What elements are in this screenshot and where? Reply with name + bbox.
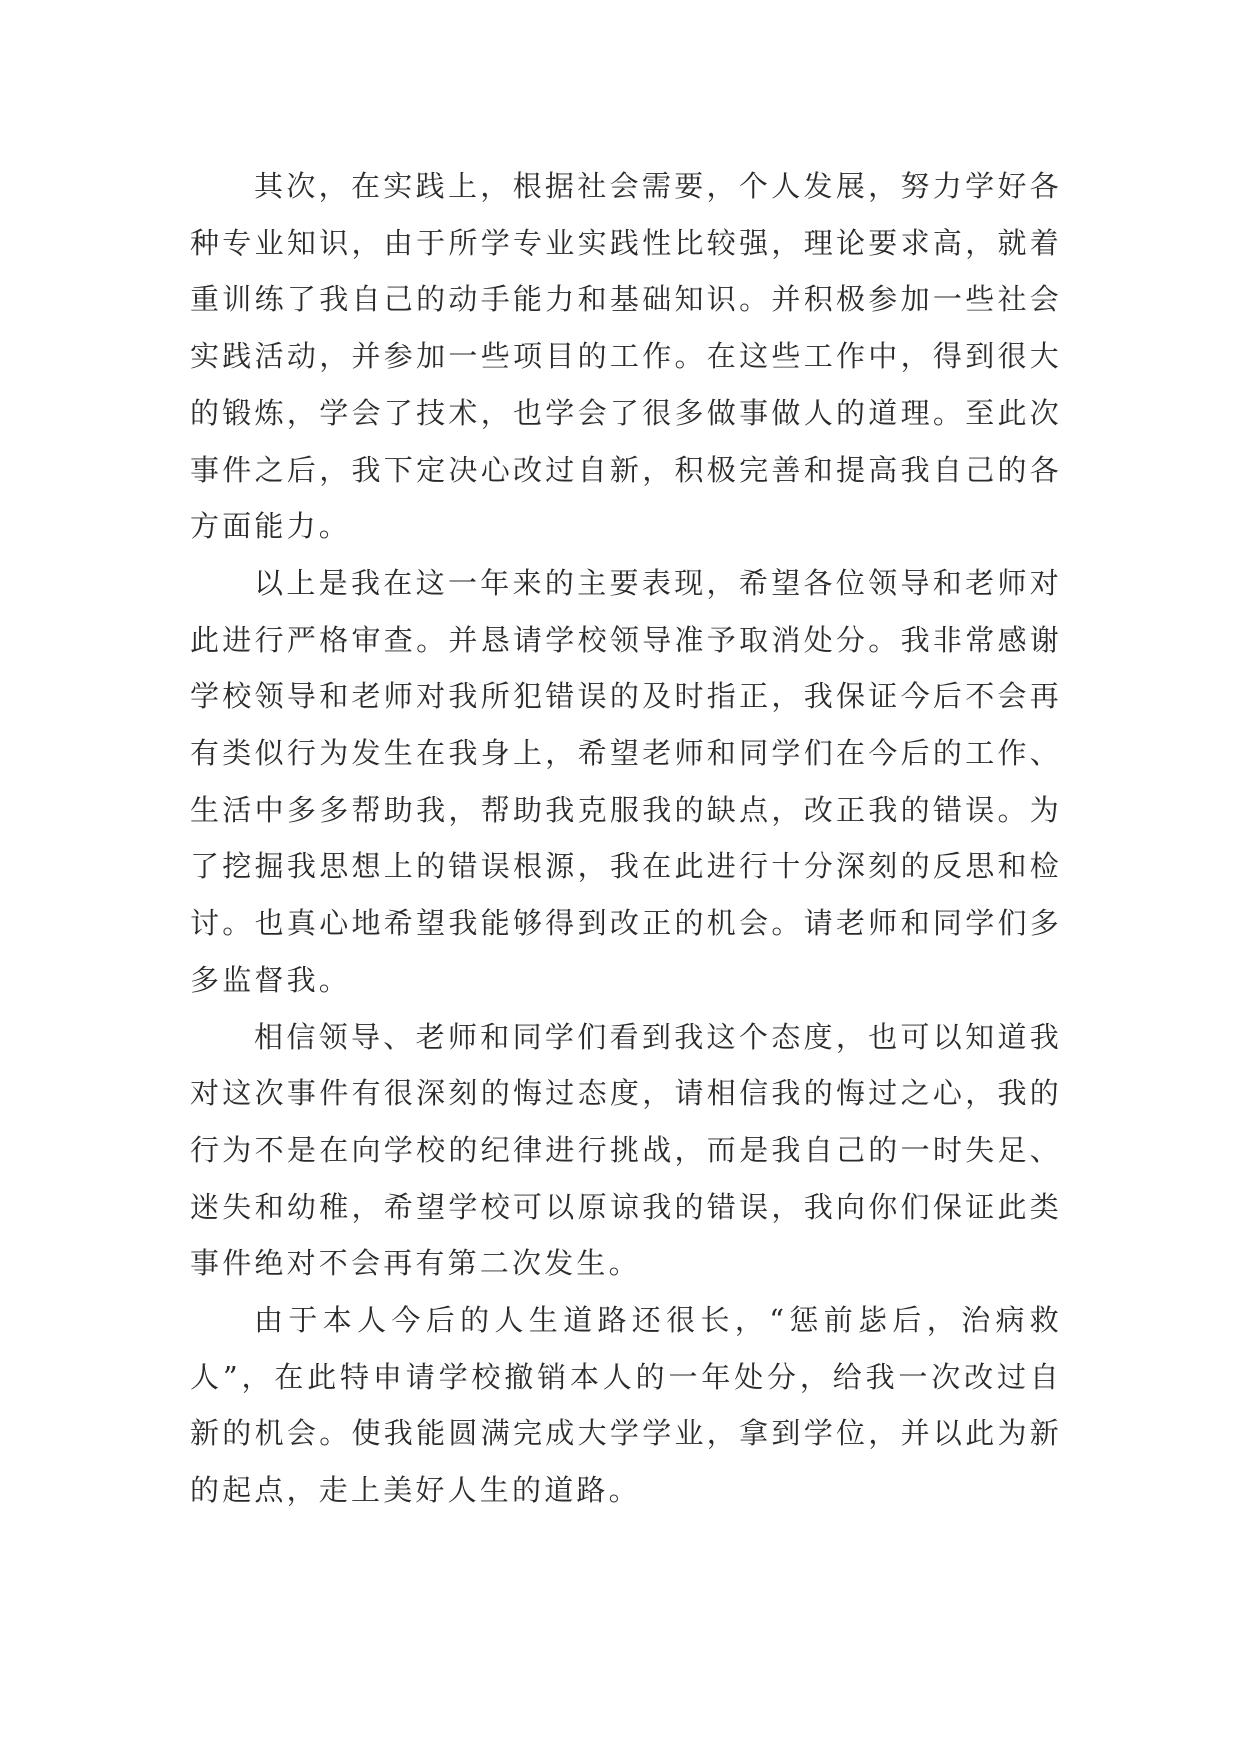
- paragraph-request: 由于本人今后的人生道路还很长，“惩前毖后，治病救人”，在此特申请学校撤销本人的一年处分，给我一次改过自新的机会。使我能圆满完成大学学业，拿到学位，并以此为新的起点，走上美好人生的道路。: [190, 1303, 1062, 1508]
- document-body: [190, 158, 1062, 1519]
- paragraph-performance-review: 以上是我在这一年来的主要表现，希望各位领导和老师对此进行严格审查。并恳请学校领导准予取消处分。我非常感谢学校领导和老师对我所犯错误的及时指正，我保证今后不会再有类似行为发生在我身上，希望老师和同学们在今后的工作、生活中多多帮助我，帮助我克服我的缺点，改正我的错误。为了挖掘我思想上的错误根源，我在此进行十分深刻的反思和检讨。也真心地希望我能够得到改正的机会。请老师和同学们多多监督我。: [190, 565, 1062, 997]
- paragraph-repentance: 相信领导、老师和同学们看到我这个态度，也可以知道我对这次事件有很深刻的悔过态度，请相信我的悔过之心，我的行为不是在向学校的纪律进行挑战，而是我自己的一时失足、迷失和幼稚，希望学校可以原谅我的错误，我向你们保证此类事件绝对不会再有第二次发生。: [190, 1019, 1062, 1281]
- paragraph-practice: 其次，在实践上，根据社会需要，个人发展，努力学好各种专业知识，由于所学专业实践性比较强，理论要求高，就着重训练了我自己的动手能力和基础知识。并积极参加一些社会实践活动，并参加一些项目的工作。在这些工作中，得到很大的锻炼，学会了技术，也学会了很多做事做人的道理。至此次事件之后，我下定决心改过自新，积极完善和提高我自己的各方面能力。: [190, 169, 1062, 544]
